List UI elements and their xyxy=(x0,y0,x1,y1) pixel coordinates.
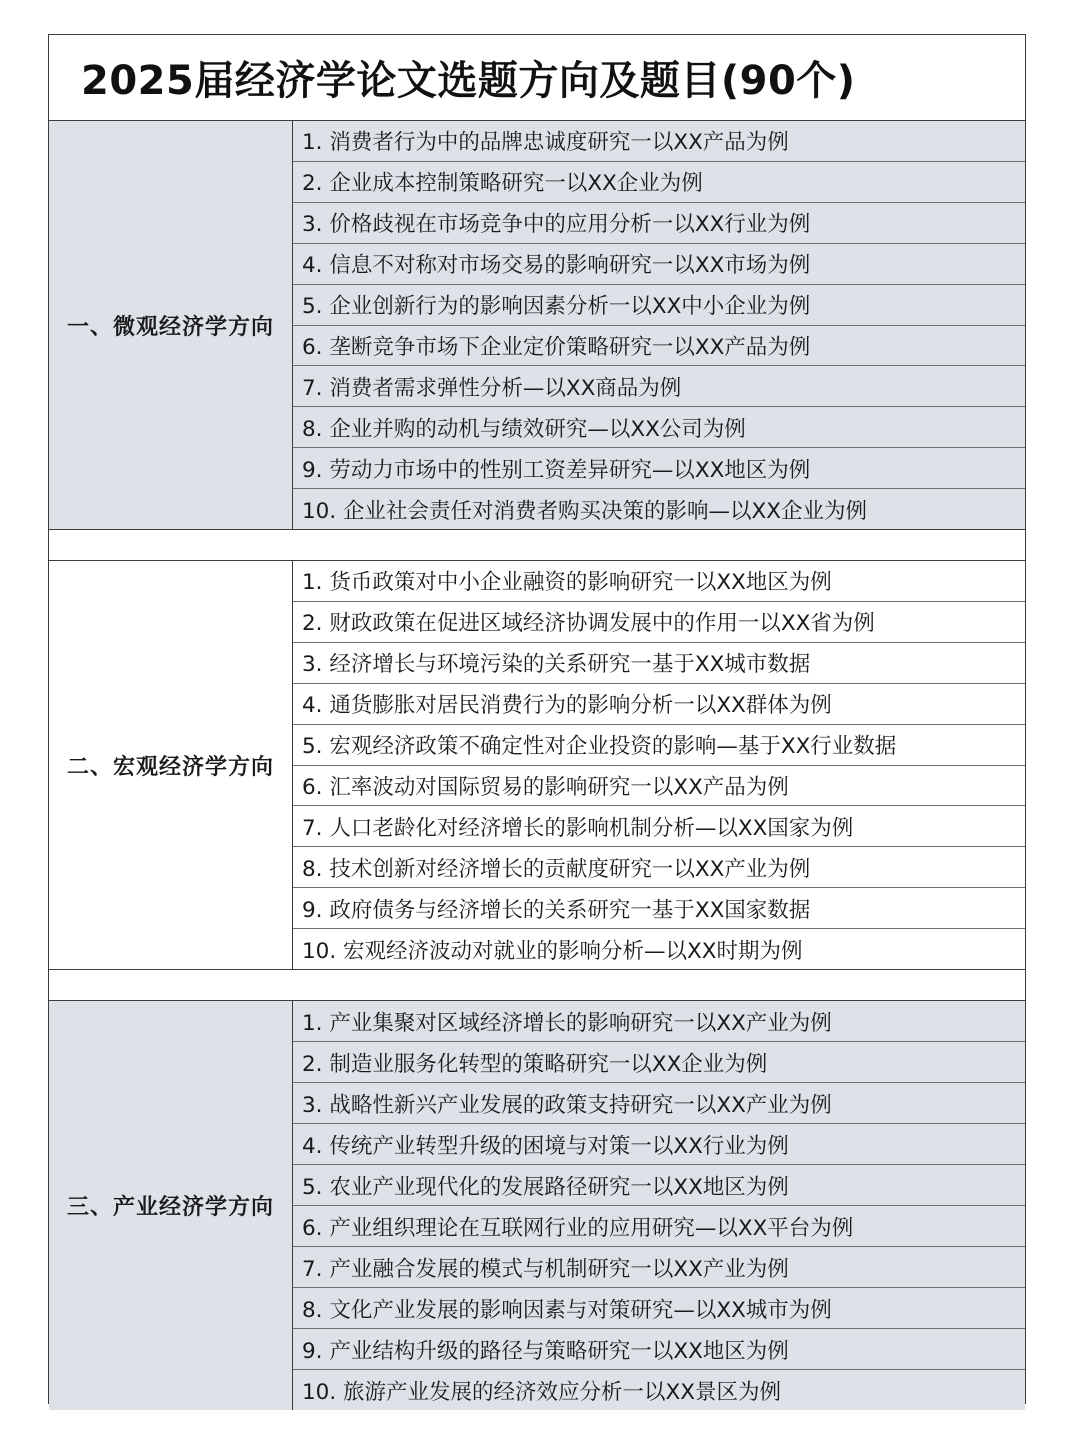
section-macroeconomics xyxy=(49,561,1025,970)
topic-item: 1. 货币政策对中小企业融资的影响研究一以XX地区为例 xyxy=(293,561,1025,602)
topic-item: 10. 旅游产业发展的经济效应分析一以XX景区为例 xyxy=(293,1370,1025,1410)
topic-item: 4. 信息不对称对市场交易的影响研究一以XX市场为例 xyxy=(293,244,1025,285)
topic-item: 8. 企业并购的动机与绩效研究—以XX公司为例 xyxy=(293,407,1025,448)
topic-item: 6. 产业组织理论在互联网行业的应用研究—以XX平台为例 xyxy=(293,1206,1025,1247)
section-label: 三、产业经济学方向 xyxy=(49,1001,293,1410)
section-divider xyxy=(49,970,1025,1001)
topic-item: 7. 人口老龄化对经济增长的影响机制分析—以XX国家为例 xyxy=(293,806,1025,847)
section-industrial-economics xyxy=(49,1001,1025,1410)
page-title: 2025届经济学论文选题方向及题目(90个) xyxy=(49,35,1025,121)
topic-item: 4. 通货膨胀对居民消费行为的影响分析一以XX群体为例 xyxy=(293,684,1025,725)
topic-item: 4. 传统产业转型升级的困境与对策一以XX行业为例 xyxy=(293,1124,1025,1165)
topic-item: 3. 价格歧视在市场竞争中的应用分析一以XX行业为例 xyxy=(293,203,1025,244)
topic-item: 5. 宏观经济政策不确定性对企业投资的影响—基于XX行业数据 xyxy=(293,725,1025,766)
topic-item: 7. 消费者需求弹性分析—以XX商品为例 xyxy=(293,366,1025,407)
topic-item: 9. 劳动力市场中的性别工资差异研究—以XX地区为例 xyxy=(293,448,1025,489)
topics-table xyxy=(48,34,1026,1404)
section-microeconomics xyxy=(49,121,1025,530)
topic-item: 9. 产业结构升级的路径与策略研究一以XX地区为例 xyxy=(293,1329,1025,1370)
topic-item: 2. 企业成本控制策略研究一以XX企业为例 xyxy=(293,162,1025,203)
topic-item: 1. 产业集聚对区域经济增长的影响研究一以XX产业为例 xyxy=(293,1001,1025,1042)
topic-item: 10. 宏观经济波动对就业的影响分析—以XX时期为例 xyxy=(293,929,1025,969)
topic-item: 3. 战略性新兴产业发展的政策支持研究一以XX产业为例 xyxy=(293,1083,1025,1124)
topic-list xyxy=(293,561,1025,969)
topic-item: 5. 企业创新行为的影响因素分析一以XX中小企业为例 xyxy=(293,285,1025,326)
section-label: 二、宏观经济学方向 xyxy=(49,561,293,969)
topic-item: 2. 制造业服务化转型的策略研究一以XX企业为例 xyxy=(293,1042,1025,1083)
topic-list xyxy=(293,121,1025,529)
section-label: 一、微观经济学方向 xyxy=(49,121,293,529)
topic-item: 8. 文化产业发展的影响因素与对策研究—以XX城市为例 xyxy=(293,1288,1025,1329)
topic-item: 5. 农业产业现代化的发展路径研究一以XX地区为例 xyxy=(293,1165,1025,1206)
topic-item: 1. 消费者行为中的品牌忠诚度研究一以XX产品为例 xyxy=(293,121,1025,162)
topic-item: 6. 垄断竞争市场下企业定价策略研究一以XX产品为例 xyxy=(293,326,1025,367)
topic-item: 7. 产业融合发展的模式与机制研究一以XX产业为例 xyxy=(293,1247,1025,1288)
topic-item: 9. 政府债务与经济增长的关系研究一基于XX国家数据 xyxy=(293,888,1025,929)
topic-item: 6. 汇率波动对国际贸易的影响研究一以XX产品为例 xyxy=(293,766,1025,807)
topic-list xyxy=(293,1001,1025,1410)
topic-item: 10. 企业社会责任对消费者购买决策的影响—以XX企业为例 xyxy=(293,489,1025,529)
topic-item: 8. 技术创新对经济增长的贡献度研究一以XX产业为例 xyxy=(293,847,1025,888)
section-divider xyxy=(49,530,1025,561)
topic-item: 3. 经济增长与环境污染的关系研究一基于XX城市数据 xyxy=(293,643,1025,684)
topic-item: 2. 财政政策在促进区域经济协调发展中的作用一以XX省为例 xyxy=(293,602,1025,643)
